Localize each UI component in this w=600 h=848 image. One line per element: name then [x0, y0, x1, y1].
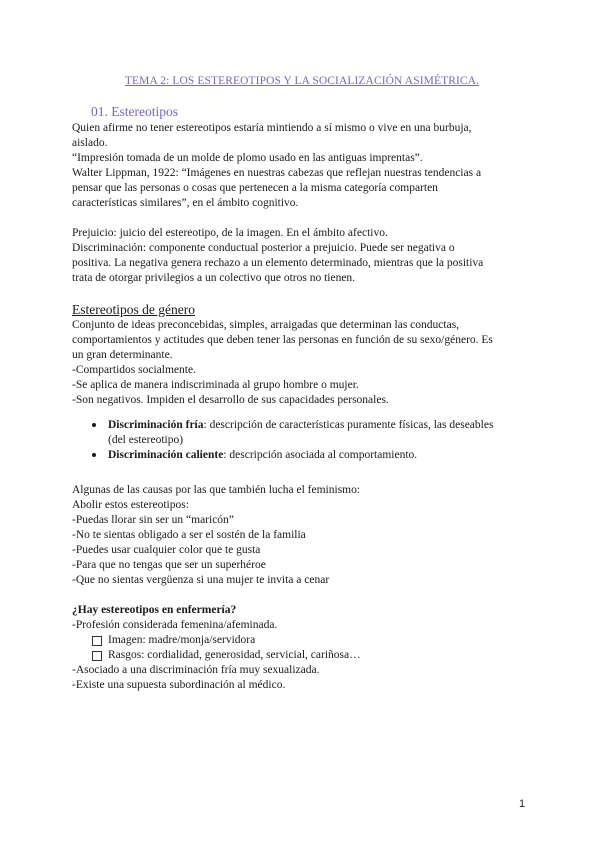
paragraph-line: -Para que no tengas que ser un superhéroe — [72, 559, 266, 571]
bullet-bold-term: Discriminación fría — [108, 419, 204, 431]
paragraph-line: -Son negativos. Impiden el desarrollo de sus capacidades personales. — [72, 394, 389, 406]
paragraph-line: Quien afirme no tener estereotipos estaría mintiendo a sí mismo o vive en una burbuja, — [72, 122, 472, 134]
paragraph-line: Prejuicio: juicio del estereotipo, de la imagen. En el ámbito afectivo. — [72, 227, 388, 239]
page-number: 1 — [519, 798, 526, 810]
paragraph-line: comportamientos y actitudes que deben tener las personas en función de su sexo/género. Es — [72, 334, 493, 346]
paragraph-line: Walter Lippman, 1922: “Imágenes en nuestras cabezas que reflejan nuestras tendencias a — [72, 167, 482, 179]
paragraph-line: -No te sientas obligado a ser el sostén de la familia — [72, 529, 306, 541]
bullet-list — [72, 418, 532, 463]
paragraph-line: un gran determinante. — [72, 349, 173, 361]
checkbox-list — [72, 633, 532, 663]
checkbox-label: Imagen: madre/monja/servidora — [108, 634, 256, 646]
paragraph-line: Discriminación: componente conductual posterior a prejuicio. Puede ser negativa o — [72, 242, 455, 254]
paragraph-line: positiva. La negativa genera rechazo a un elemento determinado, mientras que la positiva — [72, 257, 484, 269]
list-item — [72, 648, 532, 663]
section-heading-estereotipos: 01. Estereotipos — [91, 104, 178, 119]
paragraph-line: “Impresión tomada de un molde de plomo usado en las antiguas imprentas”. — [72, 152, 423, 164]
paragraph-line: aislado. — [72, 137, 108, 149]
paragraph-line: -Asociado a una discriminación fría muy sexualizada. — [72, 664, 320, 676]
checkbox-label: Rasgos: cordialidad, generosidad, servicial, cariñosa… — [108, 649, 361, 661]
list-item — [72, 633, 532, 648]
paragraph-line: Algunas de las causas por las que también lucha el feminismo: — [72, 484, 361, 496]
document-title: TEMA 2: LOS ESTEREOTIPOS Y LA SOCIALIZACIÓN ASIMÉTRICA. — [124, 75, 480, 87]
list-item — [72, 448, 532, 463]
paragraph-line: características similares”, en el ámbito cognitivo. — [72, 197, 299, 209]
paragraph-line: -Que no sientas vergüenza si una mujer te invita a cenar — [72, 574, 330, 586]
checkbox-icon — [92, 636, 102, 646]
list-item — [72, 418, 532, 448]
section-heading-enfermeria: ¿Hay estereotipos en enfermería? — [72, 604, 237, 616]
paragraph-line: -Puedes usar cualquier color que te gusta — [72, 544, 261, 556]
bullet-icon — [92, 453, 96, 457]
paragraph-line: trata de otorgar privilegios a un colectivo que otros no tienen. — [72, 272, 356, 284]
paragraph-line: pensar que las personas o cosas que pertenecen a la misma categoría comparten — [72, 182, 438, 194]
bullet-continuation: (del estereotipo) — [108, 434, 184, 446]
document-page — [72, 74, 532, 693]
bullet-bold-term: Discriminación caliente — [108, 449, 224, 461]
paragraph-line: Conjunto de ideas preconcebidas, simples, arraigadas que determinan las conductas, — [72, 319, 460, 331]
bullet-text: : descripción de características puramente físicas, las deseables — [203, 419, 494, 431]
bullet-icon — [92, 423, 96, 427]
paragraph-line: -Profesión considerada femenina/afeminada. — [72, 619, 278, 631]
paragraph-line: Abolir estos estereotipos: — [72, 499, 189, 511]
paragraph-line: -Compartidos socialmente. — [72, 364, 196, 376]
paragraph-line: -Se aplica de manera indiscriminada al grupo hombre o mujer. — [72, 379, 359, 391]
paragraph-line: -Existe una supuesta subordinación al médico. — [72, 679, 286, 691]
section-heading-genero: Estereotipos de género — [72, 302, 195, 317]
bullet-text: : descripción asociada al comportamiento. — [223, 449, 418, 461]
checkbox-icon — [92, 651, 102, 661]
paragraph-line: -Puedas llorar sin ser un “maricón” — [72, 514, 234, 526]
